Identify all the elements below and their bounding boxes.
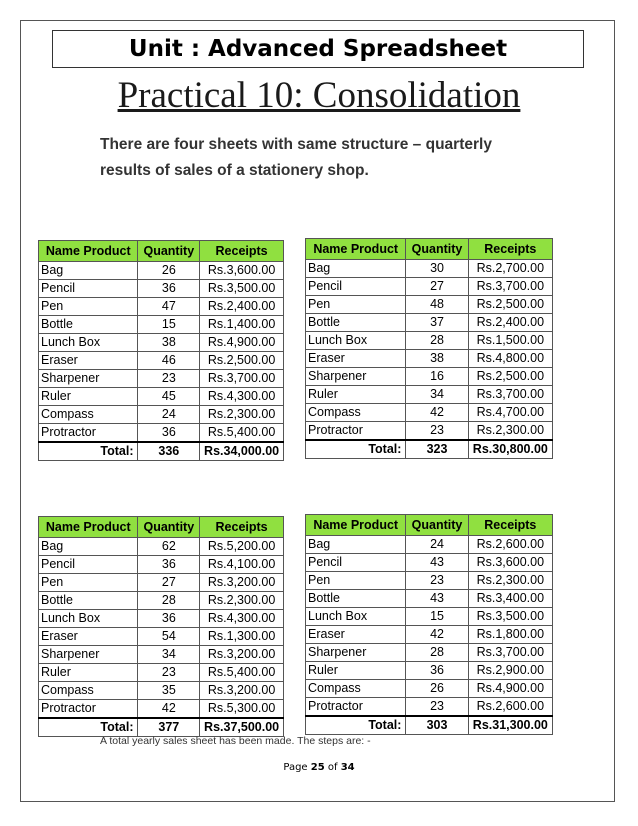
product-name-cell: Eraser xyxy=(39,352,138,370)
receipts-cell: Rs.2,600.00 xyxy=(468,698,552,717)
product-name-cell: Bag xyxy=(39,262,138,280)
footer-prefix: Page xyxy=(283,762,311,773)
table-header-row xyxy=(306,239,553,260)
table-row xyxy=(39,388,284,406)
table-row xyxy=(39,574,284,592)
quantity-cell: 24 xyxy=(406,536,468,554)
header-name-product: Name Product xyxy=(306,515,406,536)
practical-title: Practical 10: Consolidation xyxy=(117,75,521,116)
table-row xyxy=(39,334,284,352)
quantity-cell: 43 xyxy=(406,554,468,572)
table-header-row xyxy=(39,241,284,262)
product-name-cell: Eraser xyxy=(39,628,138,646)
product-name-cell: Pencil xyxy=(39,556,138,574)
product-name-cell: Compass xyxy=(39,682,138,700)
total-quantity: 377 xyxy=(138,718,200,737)
product-name-cell: Bottle xyxy=(306,314,406,332)
table-row xyxy=(306,698,553,717)
quantity-cell: 42 xyxy=(406,404,468,422)
header-quantity: Quantity xyxy=(406,515,468,536)
table-row xyxy=(39,316,284,334)
table-row xyxy=(306,314,553,332)
quantity-cell: 34 xyxy=(138,646,200,664)
quantity-cell: 35 xyxy=(138,682,200,700)
receipts-cell: Rs.3,500.00 xyxy=(468,608,552,626)
receipts-cell: Rs.2,900.00 xyxy=(468,662,552,680)
quantity-cell: 45 xyxy=(138,388,200,406)
quantity-cell: 23 xyxy=(138,664,200,682)
total-receipts: Rs.37,500.00 xyxy=(200,718,284,737)
receipts-cell: Rs.4,900.00 xyxy=(200,334,284,352)
quantity-cell: 34 xyxy=(406,386,468,404)
table-row xyxy=(306,572,553,590)
receipts-cell: Rs.1,400.00 xyxy=(200,316,284,334)
table-row xyxy=(39,298,284,316)
receipts-cell: Rs.4,800.00 xyxy=(468,350,552,368)
product-name-cell: Pencil xyxy=(39,280,138,298)
total-label: Total: xyxy=(39,442,138,461)
product-name-cell: Bottle xyxy=(39,316,138,334)
product-name-cell: Bag xyxy=(306,536,406,554)
table-row xyxy=(306,644,553,662)
total-label: Total: xyxy=(39,718,138,737)
intro-text: There are four sheets with same structure – quarterly results of sales of a stationery shop. xyxy=(100,136,492,179)
product-name-cell: Sharpener xyxy=(306,368,406,386)
quantity-cell: 36 xyxy=(138,556,200,574)
receipts-cell: Rs.1,300.00 xyxy=(200,628,284,646)
product-name-cell: Compass xyxy=(306,680,406,698)
total-row xyxy=(39,718,284,737)
total-receipts: Rs.30,800.00 xyxy=(468,440,552,459)
total-label: Total: xyxy=(306,716,406,735)
product-name-cell: Ruler xyxy=(306,662,406,680)
unit-title: Unit : Advanced Spreadsheet xyxy=(52,30,584,68)
page-footer xyxy=(0,762,638,773)
receipts-cell: Rs.2,500.00 xyxy=(468,368,552,386)
product-name-cell: Protractor xyxy=(306,698,406,717)
footer-of: of xyxy=(324,762,341,773)
product-name-cell: Bottle xyxy=(39,592,138,610)
receipts-cell: Rs.3,600.00 xyxy=(200,262,284,280)
table-row xyxy=(306,260,553,278)
receipts-cell: Rs.4,900.00 xyxy=(468,680,552,698)
receipts-cell: Rs.3,200.00 xyxy=(200,574,284,592)
quantity-cell: 36 xyxy=(406,662,468,680)
product-name-cell: Lunch Box xyxy=(39,610,138,628)
receipts-cell: Rs.5,200.00 xyxy=(200,538,284,556)
quarter-table-4 xyxy=(305,514,553,735)
product-name-cell: Protractor xyxy=(39,424,138,443)
quarter-table-2 xyxy=(305,238,553,459)
receipts-cell: Rs.2,300.00 xyxy=(468,572,552,590)
total-quantity: 303 xyxy=(406,716,468,735)
quantity-cell: 28 xyxy=(406,644,468,662)
product-name-cell: Lunch Box xyxy=(39,334,138,352)
product-name-cell: Eraser xyxy=(306,350,406,368)
total-label: Total: xyxy=(306,440,406,459)
product-name-cell: Pen xyxy=(306,296,406,314)
table-row xyxy=(39,646,284,664)
total-row xyxy=(39,442,284,461)
total-quantity: 323 xyxy=(406,440,468,459)
quantity-cell: 42 xyxy=(406,626,468,644)
quantity-cell: 43 xyxy=(406,590,468,608)
table-row xyxy=(306,368,553,386)
table-row xyxy=(306,422,553,441)
product-name-cell: Compass xyxy=(39,406,138,424)
quantity-cell: 23 xyxy=(406,698,468,717)
table-row xyxy=(306,536,553,554)
quantity-cell: 23 xyxy=(406,572,468,590)
table-row xyxy=(39,352,284,370)
quantity-cell: 26 xyxy=(138,262,200,280)
quantity-cell: 27 xyxy=(138,574,200,592)
receipts-cell: Rs.4,300.00 xyxy=(200,610,284,628)
quantity-cell: 38 xyxy=(138,334,200,352)
table-row xyxy=(39,628,284,646)
header-quantity: Quantity xyxy=(138,517,200,538)
table-row xyxy=(306,608,553,626)
receipts-cell: Rs.1,800.00 xyxy=(468,626,552,644)
table-row xyxy=(39,610,284,628)
product-name-cell: Pen xyxy=(39,574,138,592)
quantity-cell: 26 xyxy=(406,680,468,698)
receipts-cell: Rs.3,200.00 xyxy=(200,682,284,700)
quantity-cell: 38 xyxy=(406,350,468,368)
product-name-cell: Protractor xyxy=(306,422,406,441)
quantity-cell: 23 xyxy=(138,370,200,388)
receipts-cell: Rs.3,700.00 xyxy=(468,278,552,296)
table-row xyxy=(39,538,284,556)
header-name-product: Name Product xyxy=(39,241,138,262)
total-receipts: Rs.31,300.00 xyxy=(468,716,552,735)
product-name-cell: Pen xyxy=(39,298,138,316)
quantity-cell: 62 xyxy=(138,538,200,556)
quantity-cell: 37 xyxy=(406,314,468,332)
quantity-cell: 36 xyxy=(138,424,200,443)
receipts-cell: Rs.3,500.00 xyxy=(200,280,284,298)
quantity-cell: 36 xyxy=(138,280,200,298)
receipts-cell: Rs.5,300.00 xyxy=(200,700,284,719)
quantity-cell: 47 xyxy=(138,298,200,316)
table-row xyxy=(306,680,553,698)
header-receipts: Receipts xyxy=(200,241,284,262)
product-name-cell: Lunch Box xyxy=(306,608,406,626)
table-row xyxy=(306,554,553,572)
receipts-cell: Rs.1,500.00 xyxy=(468,332,552,350)
footer-page-number: 25 xyxy=(310,762,325,773)
quantity-cell: 16 xyxy=(406,368,468,386)
product-name-cell: Pen xyxy=(306,572,406,590)
header-receipts: Receipts xyxy=(200,517,284,538)
quantity-cell: 54 xyxy=(138,628,200,646)
product-name-cell: Ruler xyxy=(306,386,406,404)
receipts-cell: Rs.2,400.00 xyxy=(468,314,552,332)
table-row xyxy=(39,682,284,700)
receipts-cell: Rs.3,400.00 xyxy=(468,590,552,608)
receipts-cell: Rs.2,400.00 xyxy=(200,298,284,316)
header-receipts: Receipts xyxy=(468,239,552,260)
quantity-cell: 36 xyxy=(138,610,200,628)
footer-total-pages: 34 xyxy=(340,762,355,773)
total-row xyxy=(306,716,553,735)
quantity-cell: 30 xyxy=(406,260,468,278)
receipts-cell: Rs.3,700.00 xyxy=(468,644,552,662)
total-quantity: 336 xyxy=(138,442,200,461)
table-row xyxy=(306,350,553,368)
product-name-cell: Eraser xyxy=(306,626,406,644)
receipts-cell: Rs.2,300.00 xyxy=(200,592,284,610)
header-quantity: Quantity xyxy=(138,241,200,262)
quantity-cell: 24 xyxy=(138,406,200,424)
table-row xyxy=(39,280,284,298)
receipts-cell: Rs.3,700.00 xyxy=(468,386,552,404)
table-row xyxy=(306,590,553,608)
receipts-cell: Rs.2,300.00 xyxy=(468,422,552,441)
product-name-cell: Ruler xyxy=(39,388,138,406)
quantity-cell: 42 xyxy=(138,700,200,719)
table-row xyxy=(39,370,284,388)
receipts-cell: Rs.2,300.00 xyxy=(200,406,284,424)
table-row xyxy=(306,662,553,680)
table-row xyxy=(306,626,553,644)
quantity-cell: 23 xyxy=(406,422,468,441)
table-row xyxy=(39,262,284,280)
receipts-cell: Rs.5,400.00 xyxy=(200,664,284,682)
receipts-cell: Rs.4,100.00 xyxy=(200,556,284,574)
receipts-cell: Rs.2,500.00 xyxy=(468,296,552,314)
quantity-cell: 15 xyxy=(138,316,200,334)
quarter-table-1 xyxy=(38,240,284,461)
table-row xyxy=(39,664,284,682)
product-name-cell: Ruler xyxy=(39,664,138,682)
quantity-cell: 46 xyxy=(138,352,200,370)
table-header-row xyxy=(306,515,553,536)
receipts-cell: Rs.3,700.00 xyxy=(200,370,284,388)
quantity-cell: 27 xyxy=(406,278,468,296)
total-receipts: Rs.34,000.00 xyxy=(200,442,284,461)
product-name-cell: Pencil xyxy=(306,554,406,572)
header-name-product: Name Product xyxy=(306,239,406,260)
receipts-cell: Rs.4,300.00 xyxy=(200,388,284,406)
table-header-row xyxy=(39,517,284,538)
receipts-cell: Rs.2,500.00 xyxy=(200,352,284,370)
table-row xyxy=(306,386,553,404)
receipts-cell: Rs.5,400.00 xyxy=(200,424,284,443)
receipts-cell: Rs.2,600.00 xyxy=(468,536,552,554)
receipts-cell: Rs.3,600.00 xyxy=(468,554,552,572)
receipts-cell: Rs.3,200.00 xyxy=(200,646,284,664)
product-name-cell: Lunch Box xyxy=(306,332,406,350)
quantity-cell: 15 xyxy=(406,608,468,626)
product-name-cell: Sharpener xyxy=(39,370,138,388)
table-row xyxy=(39,556,284,574)
product-name-cell: Pencil xyxy=(306,278,406,296)
receipts-cell: Rs.4,700.00 xyxy=(468,404,552,422)
quarter-table-3 xyxy=(38,516,284,737)
product-name-cell: Bag xyxy=(306,260,406,278)
header-name-product: Name Product xyxy=(39,517,138,538)
header-receipts: Receipts xyxy=(468,515,552,536)
total-row xyxy=(306,440,553,459)
quantity-cell: 28 xyxy=(406,332,468,350)
product-name-cell: Bottle xyxy=(306,590,406,608)
header-quantity: Quantity xyxy=(406,239,468,260)
quantity-cell: 48 xyxy=(406,296,468,314)
table-row xyxy=(306,278,553,296)
product-name-cell: Sharpener xyxy=(306,644,406,662)
receipts-cell: Rs.2,700.00 xyxy=(468,260,552,278)
table-row xyxy=(39,406,284,424)
product-name-cell: Protractor xyxy=(39,700,138,719)
product-name-cell: Bag xyxy=(39,538,138,556)
steps-text: A total yearly sales sheet has been made. The steps are: - xyxy=(100,735,371,747)
table-row xyxy=(306,404,553,422)
product-name-cell: Sharpener xyxy=(39,646,138,664)
table-row xyxy=(306,296,553,314)
table-row xyxy=(39,700,284,719)
product-name-cell: Compass xyxy=(306,404,406,422)
quantity-cell: 28 xyxy=(138,592,200,610)
table-row xyxy=(306,332,553,350)
table-row xyxy=(39,424,284,443)
table-row xyxy=(39,592,284,610)
